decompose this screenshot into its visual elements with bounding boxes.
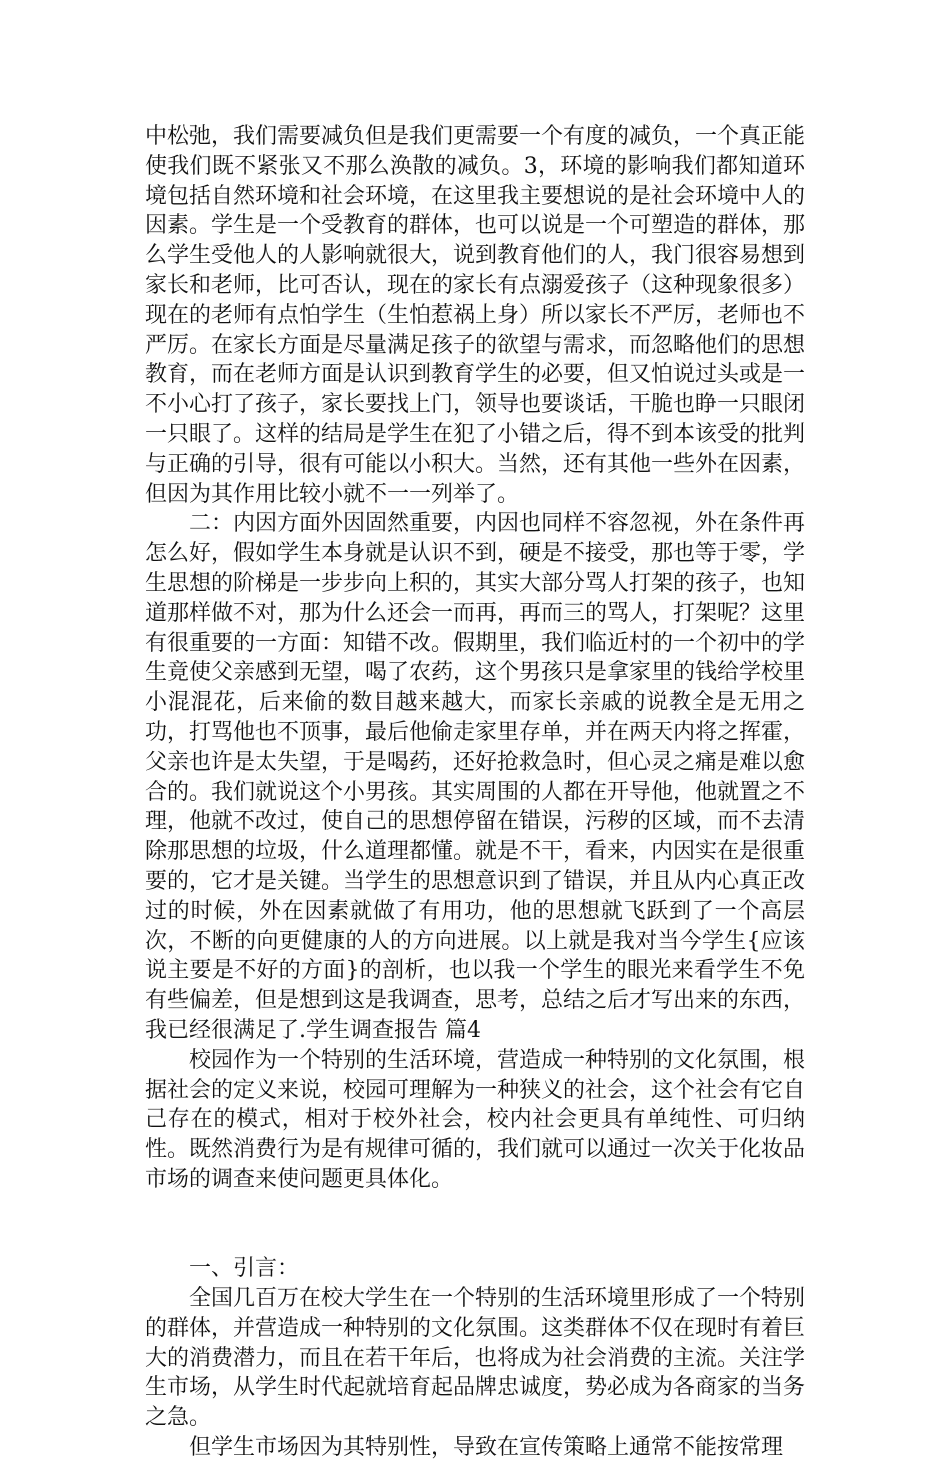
paragraph-4: 全国几百万在校大学生在一个特别的生活环境里形成了一个特别的群体，并营造成一种特别的文化氛围。这类群体不仅在现时有着巨大的消费潜力，而且在若干年后，也将成为社会消费的主流。关注学生市场，从学生时代起就培育起品牌忠诚度，势必成为各商家的当务之急。 <box>145 1286 806 1431</box>
paragraph-3: 校园作为一个特别的生活环境，营造成一种特别的文化氛围，根据社会的定义来说，校园可理解为一种狭义的社会，这个社会有它自己存在的模式，相对于校外社会，校内社会更具有单纯性、可归纳性。既然消费行为是有规律可循的，我们就可以通过一次关于化妆品市场的调查来使问题更具体化。 <box>145 1047 806 1192</box>
paragraph-1: 中松弛，我们需要减负但是我们更需要一个有度的减负，一个真正能使我们既不紧张又不那么涣散的减负。3，环境的影响我们都知道环境包括自然环境和社会环境，在这里我主要想说的是社会环境中人的因素。学生是一个受教育的群体，也可以说是一个可塑造的群体，那么学生受他人的人影响就很大，说到教育他们的人，我门很容易想到家长和老师，比可否认，现在的家长有点溺爱孩子（这种现象很多）现在的老师有点怕学生（生怕惹祸上身）所以家长不严厉，老师也不严厉。在家长方面是尽量满足孩子的欲望与需求，而忽略他们的思想教育，而在老师方面是认识到教育学生的必要，但又怕说过头或是一不小心打了孩子，家长要找上门，领导也要谈话，干脆也睁一只眼闭一只眼了。这样的结局是学生在犯了小错之后，得不到本该受的批判与正确的引导，很有可能以小积大。当然，还有其他一些外在因素，但因为其作用比较小就不一一列举了。 <box>145 124 806 507</box>
document-body <box>145 122 805 1463</box>
paragraph-5: 但学生市场因为其特别性，导致在宣传策略上通常不能按常理 <box>189 1435 784 1461</box>
paragraph-2: 二：内因方面外因固然重要，内因也同样不容忽视，外在条件再怎么好，假如学生本身就是认识不到，硬是不接受，那也等于零，学生思想的阶梯是一步步向上积的，其实大部分骂人打架的孩子，也知道那样做不对，那为什么还会一而再，再而三的骂人，打架呢？这里有很重要的一方面：知错不改。假期里，我们临近村的一个初中的学生竟使父亲感到无望，喝了农药，这个男孩只是拿家里的钱给学校里小混混花，后来偷的数目越来越大，而家长亲戚的说教全是无用之功，打骂他也不顶事，最后他偷走家里存单，并在两天内将之挥霍，父亲也许是太失望，于是喝药，还好抢救急时，但心灵之痛是难以愈合的。我们就说这个小男孩。其实周围的人都在开导他，他就置之不理，他就不改过，使自己的思想停留在错误，污秽的区域，而不去清除那思想的垃圾，什么道理都懂。就是不干，看来，内因实在是很重要的，它才是关键。当学生的思想意识到了错误，并且从内心真正改过的时候，外在因素就做了有用功，他的思想就飞跃到了一个高层次，不断的向更健康的人的方向进展。以上就是我对当今学生{应该说主要是不好的方面}的剖析，也以我一个学生的眼光来看学生不免有些偏差，但是想到这是我调查，思考，总结之后才写出来的东西，我已经很满足了.学生调查报告 篇4 <box>145 511 806 1043</box>
paragraph-spacer <box>145 1195 805 1255</box>
section-heading-intro: 一、引言： <box>189 1256 300 1282</box>
